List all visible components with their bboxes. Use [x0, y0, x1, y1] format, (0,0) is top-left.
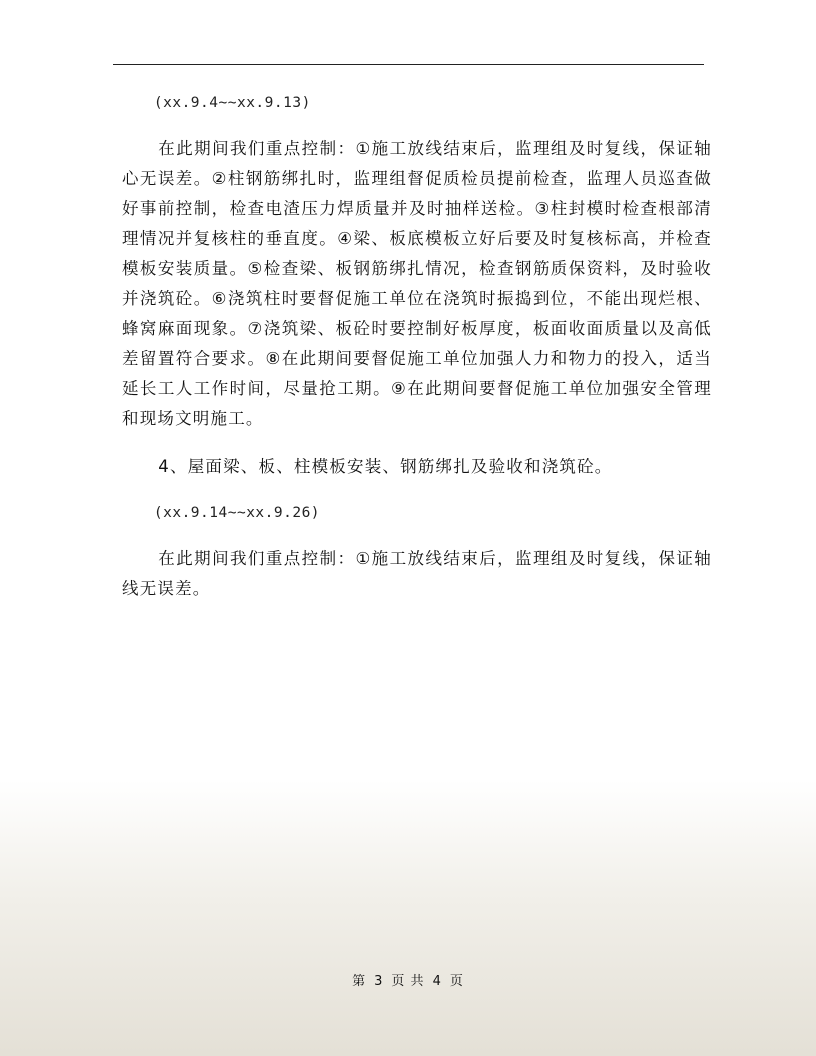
footer-middle: 页 共	[391, 974, 425, 989]
page-footer	[0, 970, 816, 989]
body-paragraph-2: 在此期间我们重点控制：①施工放线结束后，监理组及时复线，保证轴线无误差。	[122, 549, 712, 598]
footer-suffix: 页	[449, 974, 464, 989]
document-body	[122, 88, 712, 622]
body-paragraph-1: 在此期间我们重点控制：①施工放线结束后，监理组及时复线，保证轴心无误差。②柱钢筋绑扎时，监理组督促质检员提前检查，监理人员巡查做好事前控制，检查电渣压力焊质量并及时抽样送检。③柱封模时检查根部清理情况并复核柱的垂直度。④梁、板底模板立好后要及时复核标高，并检查模板安装质量。⑤检查梁、板钢筋绑扎情况，检查钢筋质保资料，及时验收并浇筑砼。⑥浇筑柱时要督促施工单位在浇筑时振捣到位，不能出现烂根、蜂窝麻面现象。⑦浇筑梁、板砼时要控制好板厚度，板面收面质量以及高低差留置符合要求。⑧在此期间要督促施工单位加强人力和物力的投入，适当延长工人工作时间，尽量抢工期。⑨在此期间要督促施工单位加强安全管理和现场文明施工。	[122, 139, 712, 428]
footer-page-number: 3	[374, 974, 384, 989]
date-range-1: (xx.9.4~~xx.9.13)	[153, 95, 311, 111]
section-heading-4: 4、屋面梁、板、柱模板安装、钢筋绑扎及验收和浇筑砼。	[158, 457, 613, 476]
footer-prefix: 第	[352, 974, 367, 989]
footer-total-pages: 4	[432, 974, 442, 989]
date-range-2: (xx.9.14~~xx.9.26)	[153, 505, 321, 521]
header-rule	[113, 64, 704, 65]
